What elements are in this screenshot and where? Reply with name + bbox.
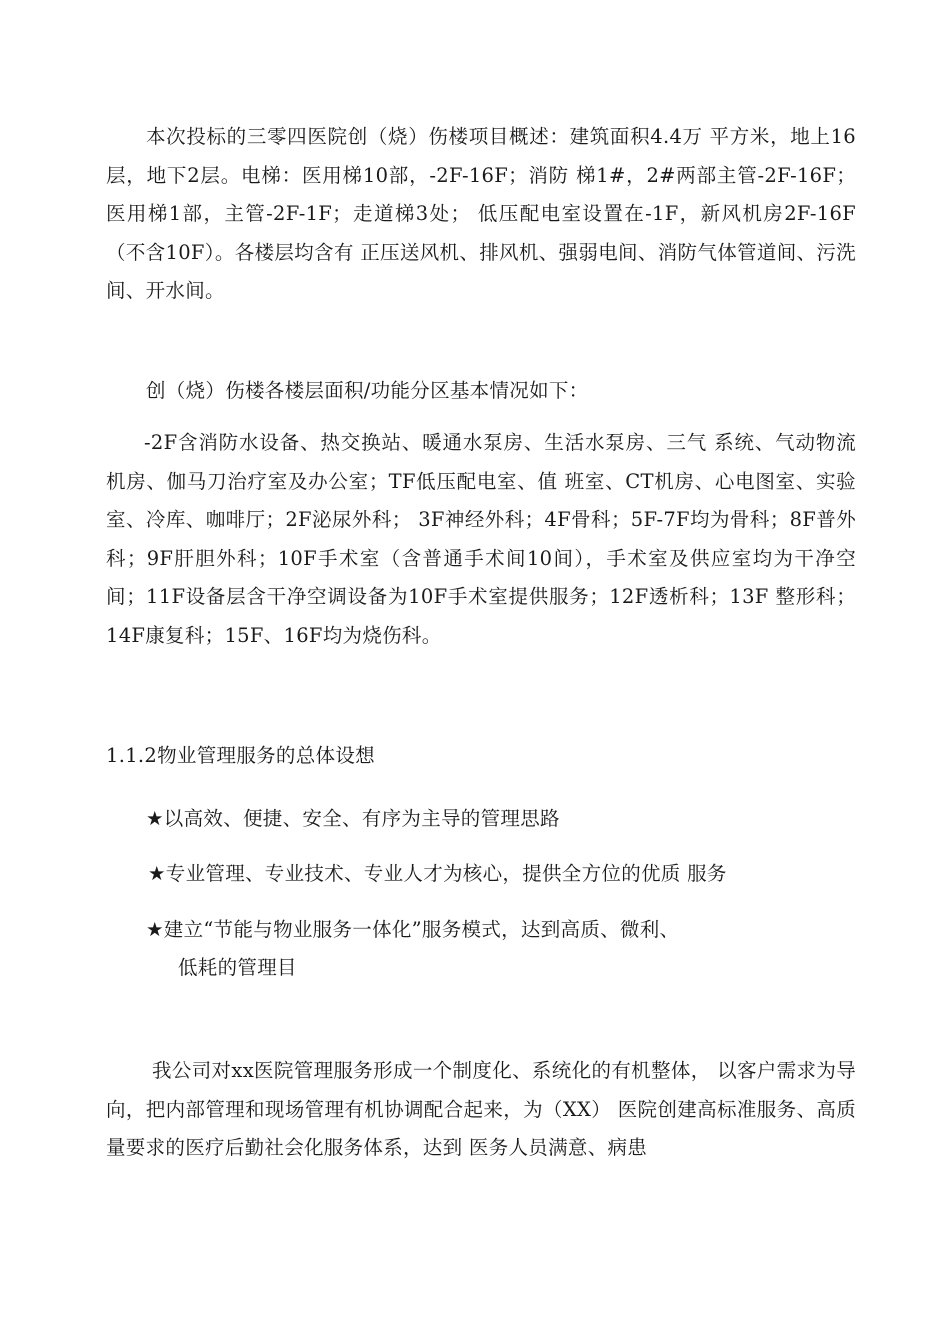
closing-paragraph: 我公司对xx医院管理服务形成一个制度化、系统化的有机整体， 以客户需求为导向，把内部管理和现场管理有机协调配合起来，为（XX） 医院创建高标准服务、高质量要求的医疗后勤社会化服务体系，达到 医务人员满意、病患 bbox=[106, 1059, 856, 1160]
bullet-continuation: 低耗的管理目 bbox=[178, 956, 297, 979]
floors-intro: 创（烧）伤楼各楼层面积/功能分区基本情况如下： bbox=[146, 379, 589, 402]
bullet-text: 建立“节能与物业服务一体化”服务模式，达到高质、微利、 bbox=[163, 918, 680, 941]
star-icon: ★ bbox=[148, 862, 166, 885]
bullet-text: 以高效、便捷、安全、有序为主导的管理思路 bbox=[163, 807, 560, 830]
bullet-item bbox=[148, 859, 727, 889]
section-heading: 1.1.2物业管理服务的总体设想 bbox=[106, 744, 375, 767]
star-icon: ★ bbox=[146, 918, 164, 941]
bullet-item bbox=[146, 804, 560, 834]
floors-paragraph: -2F含消防水设备、热交换站、暖通水泵房、生活水泵房、三气 系统、气动物流机房、伽马刀治疗室及办公室；TF低压配电室、值 班室、CT机房、心电图室、实验室、冷库、咖啡厅；2F泌尿外科； 3F神经外科；4F骨科；5F-7F均为骨科；8F普外科；9F肝胆外科；10F手术室（含普通手术间10间），手术室及供应室均为干净空间；11F设备层含干净空调设备为10F手术室提供服务；12F透析科；13F 整形科；14F康复科；15F、16F均为烧伤科。 bbox=[106, 431, 856, 647]
star-icon: ★ bbox=[146, 807, 164, 830]
bullet-text: 专业管理、专业技术、专业人才为核心，提供全方位的优质 服务 bbox=[165, 862, 727, 885]
overview-paragraph: 本次投标的三零四医院创（烧）伤楼项目概述：建筑面积4.4万 平方米，地上16层，地下2层。电梯：医用梯10部，-2F-16F；消防 梯1#，2#两部主管-2F-16F；医用梯1部，主管-2F-1F；走道梯3处； 低压配电室设置在-1F，新风机房2F-16F（不含10F）。各楼层均含有 正压送风机、排风机、强弱电间、消防气体管道间、污洗间、开水间。 bbox=[106, 125, 856, 303]
bullet-item bbox=[146, 915, 679, 945]
